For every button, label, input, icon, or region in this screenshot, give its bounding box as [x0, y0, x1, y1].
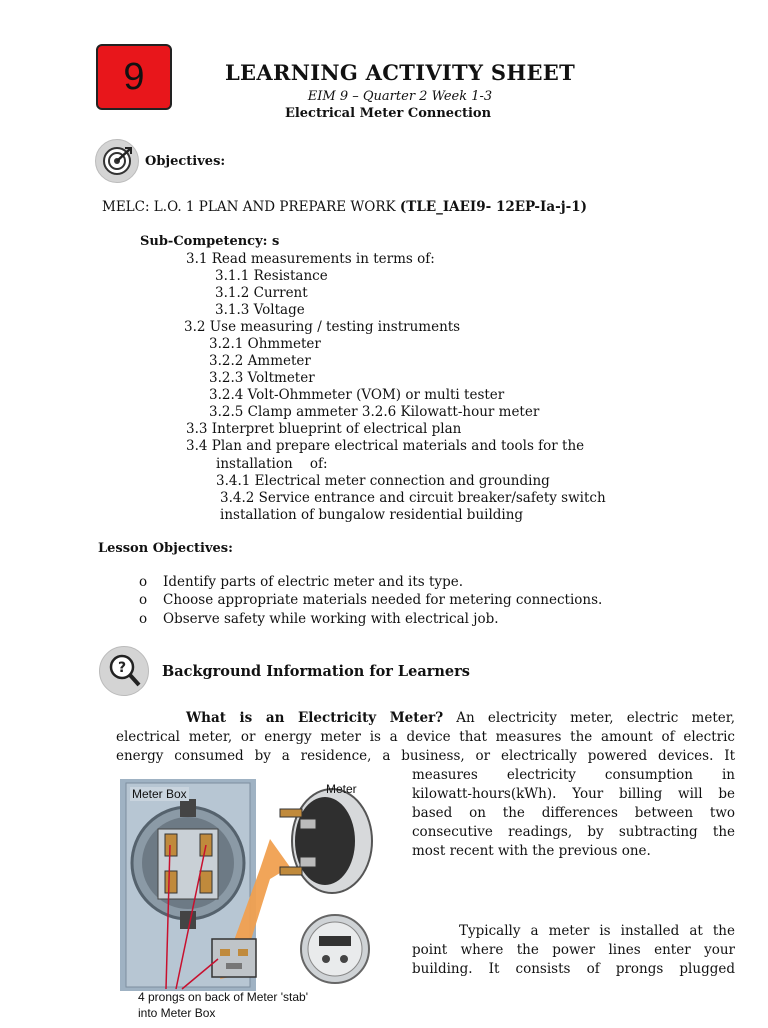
list-bullet: o	[139, 592, 148, 608]
competency-line: 3.1.2 Current	[215, 285, 308, 301]
list-bullet: o	[139, 611, 148, 627]
competency-line: 3.4 Plan and prepare electrical materials and tools for the	[186, 438, 585, 454]
competency-line: 3.2.1 Ohmmeter	[209, 336, 321, 352]
intro-line-1	[116, 709, 735, 728]
competency-line: 3.2.5 Clamp ammeter 3.2.6 Kilowatt-hour meter	[209, 404, 540, 420]
competency-line: 3.4.2 Service entrance and circuit breaker/safety switch	[220, 490, 606, 506]
background-heading: Background Information for Learners	[162, 663, 470, 680]
list-item: Choose appropriate materials needed for metering connections.	[163, 592, 603, 608]
para-line: Typically a meter is installed at the	[459, 923, 735, 939]
competency-line: 3.2.3 Voltmeter	[209, 370, 315, 386]
competency-line: installation of bungalow residential building	[220, 507, 524, 523]
intro-line-3: energy consumed by a residence, a business, or electrically powered devices. It	[116, 748, 735, 764]
meter-box-label: Meter Box	[132, 787, 187, 801]
sub-competency-heading: Sub-Competency: s	[140, 234, 280, 249]
melc-code: (TLE_IAEI9- 12EP-Ia-j-1)	[399, 199, 587, 215]
intro-paragraph	[116, 709, 735, 766]
competency-line: 3.4.1 Electrical meter connection and grounding	[216, 473, 550, 489]
para-line: based on the differences between two	[412, 805, 735, 821]
competency-line: 3.2.4 Volt-Ohmmeter (VOM) or multi tester	[209, 387, 505, 403]
competency-line: 3.2 Use measuring / testing instruments	[184, 319, 461, 335]
competency-line: 3.1 Read measurements in terms of:	[186, 251, 435, 267]
objectives-heading: Objectives:	[145, 154, 226, 169]
meter-figure	[120, 779, 378, 1024]
competency-line: 3.2.2 Ammeter	[209, 353, 311, 369]
target-icon	[95, 139, 139, 183]
para-line: building. It consists of prongs plugged	[412, 961, 735, 977]
meter-label: Meter	[326, 782, 357, 796]
lesson-objectives-heading: Lesson Objectives:	[98, 541, 233, 556]
intro-bold: What is an Electricity Meter?	[186, 710, 444, 726]
intro-line-2: electrical meter, or energy meter is a device that measures the amount of electric	[116, 729, 735, 745]
page-title: LEARNING ACTIVITY SHEET	[224, 60, 576, 85]
competency-line: 3.1.3 Voltage	[215, 302, 305, 318]
para-line: kilowatt-hours(kWh). Your billing will be	[412, 786, 735, 802]
competency-line: installation of:	[216, 456, 328, 472]
meter-installation-paragraph	[412, 922, 735, 979]
melc-line	[102, 199, 587, 215]
page-topic: Electrical Meter Connection	[284, 106, 492, 121]
list-bullet: o	[139, 574, 148, 590]
meter-illustration	[120, 779, 378, 1024]
figure-caption-line-2: into Meter Box	[138, 1006, 216, 1020]
list-item: Identify parts of electric meter and its type.	[163, 574, 463, 590]
intro-rest: An electricity meter, electric meter,	[443, 710, 735, 726]
grade-badge: 9	[96, 44, 172, 110]
page-subtitle: EIM 9 – Quarter 2 Week 1-3	[307, 89, 493, 104]
melc-prefix: MELC: L.O. 1 PLAN AND PREPARE WORK	[102, 199, 400, 215]
meter-description	[412, 766, 735, 861]
competency-line: 3.1.1 Resistance	[215, 268, 328, 284]
list-item: Observe safety while working with electrical job.	[163, 611, 499, 627]
para-line: most recent with the previous one.	[412, 843, 651, 859]
para-line: consecutive readings, by subtracting the	[412, 824, 735, 840]
svg-text:?: ?	[117, 660, 127, 676]
para-line: measures electricity consumption in	[412, 767, 735, 783]
figure-caption-line-1: 4 prongs on back of Meter 'stab'	[138, 990, 309, 1004]
para-line: point where the power lines enter your	[412, 942, 735, 958]
magnifier-question-icon	[99, 646, 149, 696]
competency-line: 3.3 Interpret blueprint of electrical plan	[186, 421, 462, 437]
